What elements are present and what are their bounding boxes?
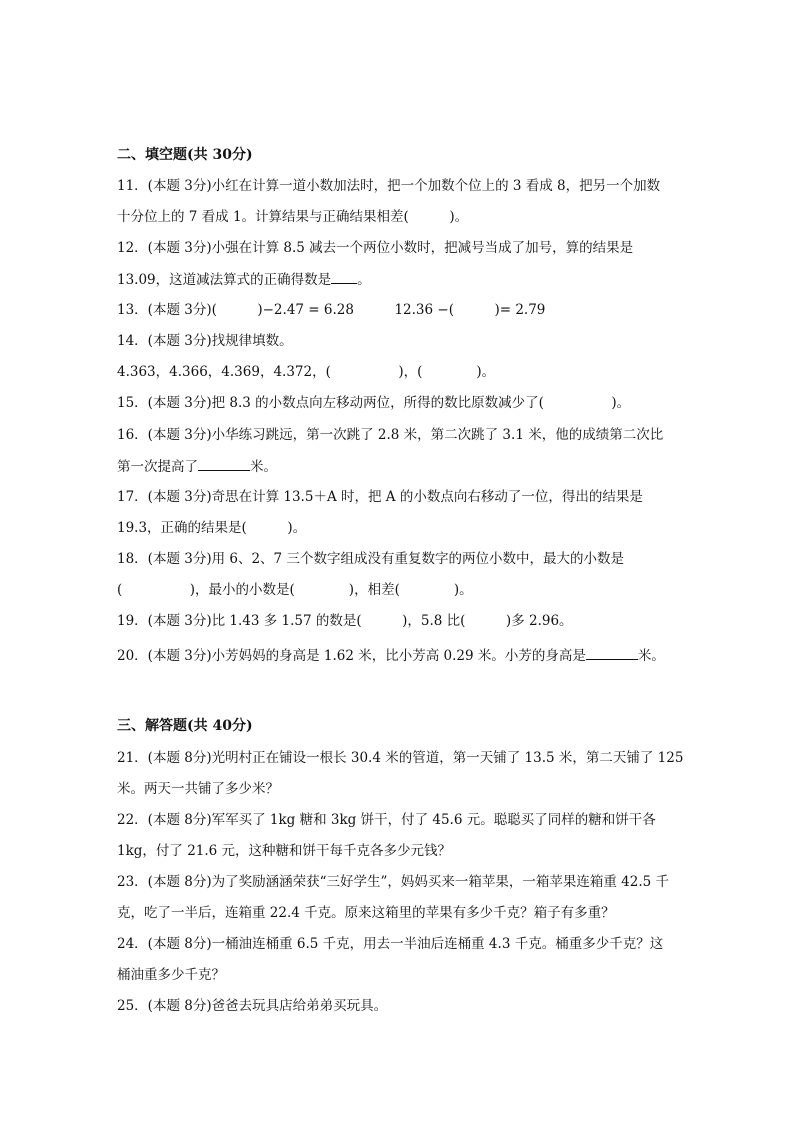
question-25: 25．(本题 8分)爸爸去玩具店给弟弟买玩具。	[117, 998, 388, 1014]
section-heading-fill-in: 二、填空题(共 30分)	[117, 147, 253, 163]
question-12-line-1: 12．(本题 3分)小强在计算 8.5 减去一个两位小数时，把减号当成了加号，算的结果是	[117, 240, 634, 256]
question-22-line-1: 22．(本题 8分)军军买了 1kg 糖和 3kg 饼干，付了 45.6 元。聪聪买了同样的糖和饼干各	[117, 812, 656, 828]
answer-blank[interactable]	[331, 269, 357, 284]
question-17-line-2: 19.3，正确的结果是( )。	[117, 520, 307, 536]
question-24-line-1: 24．(本题 8分)一桶油连桶重 6.5 千克，用去一半油后连桶重 4.3 千克。桶重多少千克？这	[117, 936, 664, 952]
question-18-line-1: 18．(本题 3分)用 6、2、7 三个数字组成没有重复数字的两位小数中，最大的小数是	[117, 551, 624, 567]
answer-blank[interactable]	[586, 645, 638, 660]
question-16-end: 米。	[250, 459, 277, 475]
question-21-line-1: 21．(本题 8分)光明村正在铺设一根长 30.4 米的管道，第一天铺了 13.5 米，第二天铺了 125	[117, 750, 684, 766]
question-20	[117, 645, 677, 666]
question-15: 15．(本题 3分)把 8.3 的小数点向左移动两位，所得的数比原数减少了( )。	[117, 395, 631, 411]
answer-blank[interactable]	[198, 456, 250, 471]
question-17-line-1: 17．(本题 3分)奇思在计算 13.5＋A 时，把 A 的小数点向右移动了一位，得出的结果是	[117, 489, 643, 505]
question-16-line-1: 16．(本题 3分)小华练习跳远，第一次跳了 2.8 米，第二次跳了 3.1 米，他的成绩第二次比	[117, 427, 664, 443]
question-19: 19．(本题 3分)比 1.43 多 1.57 的数是( )，5.8 比( )多 2.96。	[117, 613, 573, 629]
question-11-line-1: 11．(本题 3分)小红在计算一道小数加法时，把一个加数个位上的 3 看成 8，把另一个加数	[117, 178, 661, 194]
question-11-line-2: 十分位上的 7 看成 1。计算结果与正确结果相差( )。	[117, 209, 469, 225]
question-22-line-2: 1kg，付了 21.6 元，这种糖和饼干每千克各多少元钱？	[117, 843, 452, 859]
question-23-line-2: 克，吃了一半后，连箱重 22.4 千克。原来这箱里的苹果有多少千克？箱子有多重？	[117, 905, 615, 921]
question-20-end: 米。	[637, 648, 665, 664]
question-13: 13．(本题 3分)( )−2.47 = 6.28 12.36 −( )= 2.79	[117, 302, 546, 318]
question-16-line-2	[117, 456, 677, 477]
question-12-line-2	[117, 269, 677, 290]
question-14-line-1: 14．(本题 3分)找规律填数。	[117, 333, 293, 349]
question-24-line-2: 桶油重多少千克？	[117, 967, 225, 983]
question-18-line-2: ( )，最小的小数是( )，相差( )。	[117, 582, 473, 598]
question-23-line-1: 23．(本题 8分)为了奖励涵涵荣获“三好学生”，妈妈买来一箱苹果，一箱苹果连箱重 42.5 千	[117, 874, 670, 890]
section-heading-answer: 三、解答题(共 40分)	[117, 718, 253, 734]
question-21-line-2: 米。两天一共铺了多少米？	[117, 781, 279, 797]
question-12-end: 。	[357, 272, 371, 288]
question-20-text: 20．(本题 3分)小芳妈妈的身高是 1.62 米，比小芳高 0.29 米。小芳的身高是	[117, 648, 586, 664]
question-16-text: 第一次提高了	[117, 459, 198, 475]
question-14-line-2: 4.363，4.366，4.369，4.372，( )，( )。	[117, 364, 496, 380]
question-12-text: 13.09，这道减法算式的正确得数是	[117, 272, 332, 288]
